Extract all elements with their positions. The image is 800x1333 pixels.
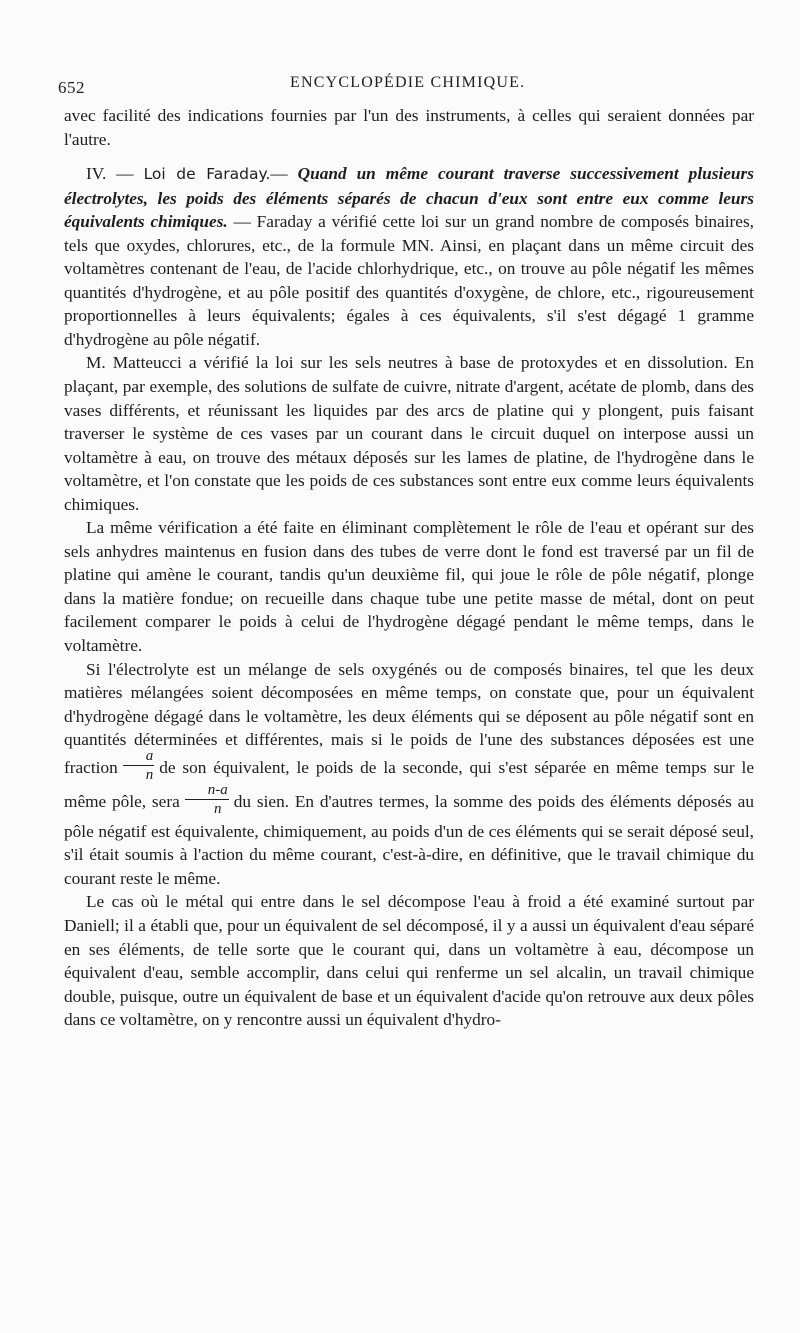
title-dash: — [270,164,298,184]
paragraph-daniell: Le cas où le métal qui entre dans le sel décompose l'eau à froid a été examiné surtout par Daniell; il a établi que, pour un équivalent de sel décomposé, il y a aussi un équivalent d'eau séparé en ses éléments, de telle sorte que le courant qui, dans un voltamètre à eau, décompose un équivalent d'eau, semble accomplir, dans celui qui renferme un sel alcalin, un travail chimique double, puisque, outre un équivalent de base et un équivalent d'acide qu'on retrouve aux deux pôles dans ce voltamètre, on y rencontre aussi un équivalent d'hydro- [64,892,754,1030]
mixture-text-c: du sien. En d'autres termes, la somme des poids des éléments déposés au pôle négatif est équivalente, chimiquement, au poids d'un de ces éléments qui se serait déposé seul, s'il était soumis à l'action du même courant, c'est-à-dire, en définitive, que le travail chimique du courant reste le même. [64,791,754,888]
fraction-a-over-n [123,749,155,783]
section-gap [64,151,754,162]
header-title: ENCYCLOPÉDIE CHIMIQUE. [290,74,526,91]
mixture-text-b: de son équivalent, le poids de la seconde, qui s'est séparée en même temps sur le même pôle, sera [64,757,754,811]
fraction-denominator: n [214,800,222,817]
fraction-n-minus-a-over-n [185,783,229,817]
paragraph-faraday-law [64,162,754,351]
fraction-denominator: n [145,766,154,783]
paragraph-continuation: avec facilité des indications fournies par l'un des instruments, à celles qui seraient données par l'autre. [64,106,754,149]
section-number: IV. — [86,164,144,184]
paragraph-matteucci: M. Matteucci a vérifié la loi sur les sels neutres à base de protoxydes et en dissolution. En plaçant, par exemple, des solutions de sulfate de cuivre, nitrate d'argent, acétate de plomb, dans des vases différents, et réunissant les liquides par des arcs de platine qui y plongent, puis faisant traverser le système de ces vases par un courant dans le circuit duquel on interpose aussi un voltamètre à eau, on trouve des métaux déposés sur les lames de platine, de l'hydrogène dans le voltamètre, et l'on constate que les poids de ces substances sont entre eux comme leurs équivalents chimiques. [64,353,754,514]
body-text [64,104,754,1032]
running-head [58,74,758,104]
law-discussion: — Faraday a vérifié cette loi sur un grand nombre de composés binaires, tels que oxydes, chlorures, etc., de la formule MN. Ainsi, en plaçant dans un même circuit des voltamètres contenant de l'eau, de l'acide chlorhydrique, etc., on trouve au pôle négatif les mêmes quantités d'hydrogène, et au pôle positif des quantités d'oxygène, de chlore, etc., rigoureusement proportionnelles à leurs équivalents; égales à ces équivalents, s'il s'est dégagé 1 gramme d'hydrogène au pôle négatif. [64,212,754,349]
paragraph-mixture [64,658,754,891]
section-title: Loi de Faraday. [143,165,271,184]
paragraph-anhydrous-salts: La même vérification a été faite en éliminant complètement le rôle de l'eau et opérant sur des sels anhydres maintenus en fusion dans des tubes de verre dont le fond est traversé par un fil de platine qui amène le courant, tandis qu'un deuxième fil, qui joue le rôle de pôle négatif, plonge dans la matière fondue; on recueille dans chaque tube une petite masse de métal, dont on peut facilement comparer le poids à celui de l'hydrogène dégagé pendant le même temps, dans le voltamètre. [64,518,754,656]
page-number: 652 [58,78,85,97]
mixture-text-a: Si l'électrolyte est un mélange de sels oxygénés ou de composés binaires, tel que les deux matières mélangées soient décomposées en même temps, on constate que, pour un équivalent d'hydrogène dégagé dans le voltamètre, les deux éléments qui se déposent au pôle négatif sont en quantités déterminées et différentes, mais si le poids de l'une des substances déposées est une fraction [64,659,754,777]
law-statement: Quand un même courant traverse successivement plusieurs électrolytes, les poids des éléments séparés de chacun d'eux sont entre eux comme leurs équivalents chimiques. [64,164,754,232]
fraction-numerator: a [123,749,155,766]
fraction-numerator: n-a [185,783,229,800]
